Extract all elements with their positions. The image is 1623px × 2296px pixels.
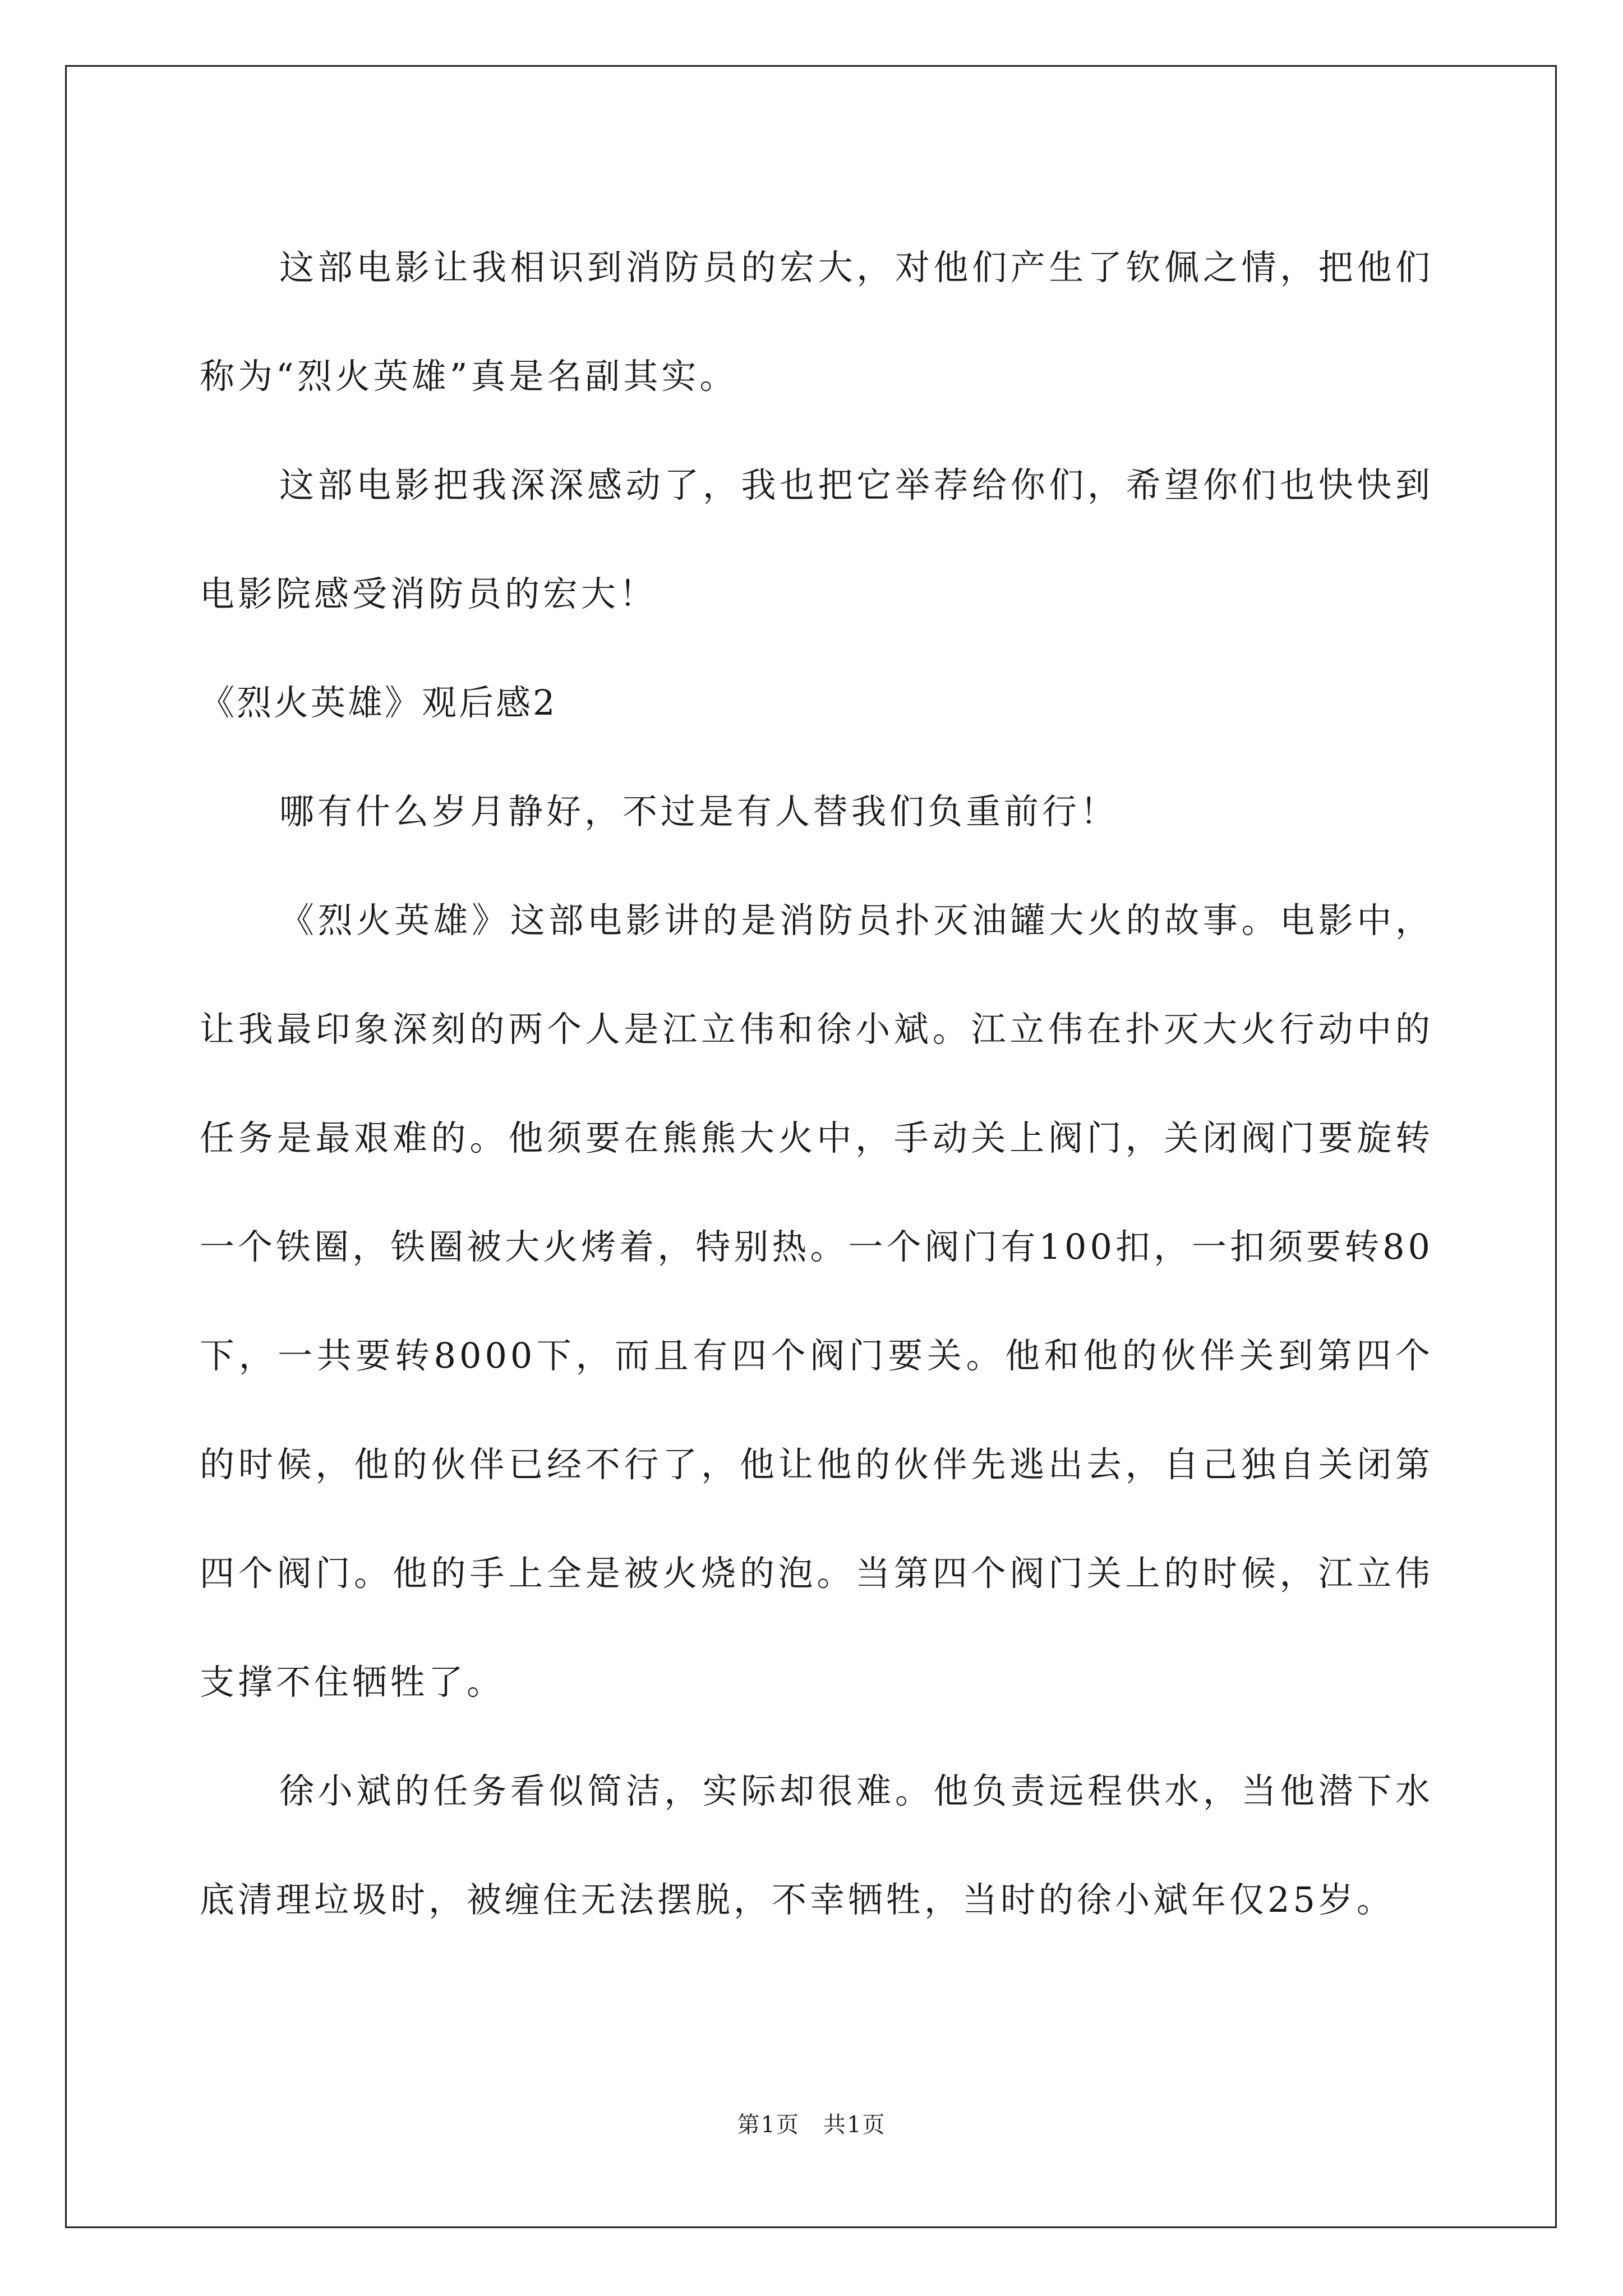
document-body <box>200 213 1433 1954</box>
paragraph-5: 徐小斌的任务看似简洁，实际却很难。他负责远程供水，当他潜下水底清理垃圾时，被缠住无法摆脱，不幸牺牲，当时的徐小斌年仅25岁。 <box>200 1770 1433 1920</box>
paragraph-1: 这部电影让我相识到消防员的宏大，对他们产生了钦佩之情，把他们称为“烈火英雄”真是名副其实。 <box>200 247 1433 397</box>
page-number-footer: 第1页 共1页 <box>737 2112 886 2138</box>
paragraph-4: 《烈火英雄》这部电影讲的是消防员扑灭油罐大火的故事。电影中，让我最印象深刻的两个人是江立伟和徐小斌。江立伟在扑灭大火行动中的任务是最艰难的。他须要在熊熊大火中，手动关上阀门，关闭阀门要旋转一个铁圈，铁圈被大火烤着，特别热。一个阀门有100扣，一扣须要转80下，一共要转8000下，而且有四个阀门要关。他和他的伙伴关到第四个的时候，他的伙伴已经不行了，他让他的伙伴先逃出去，自己独自关闭第四个阀门。他的手上全是被火烧的泡。当第四个阀门关上的时候，江立伟支撑不住牺牲了。 <box>200 900 1433 1703</box>
section-heading: 《烈火英雄》观后感2 <box>200 682 557 723</box>
paragraph-2: 这部电影把我深深感动了，我也把它举荐给你们，希望你们也快快到电影院感受消防员的宏大！ <box>200 464 1433 614</box>
paragraph-3: 哪有什么岁月静好，不过是有人替我们负重前行！ <box>279 791 1119 832</box>
